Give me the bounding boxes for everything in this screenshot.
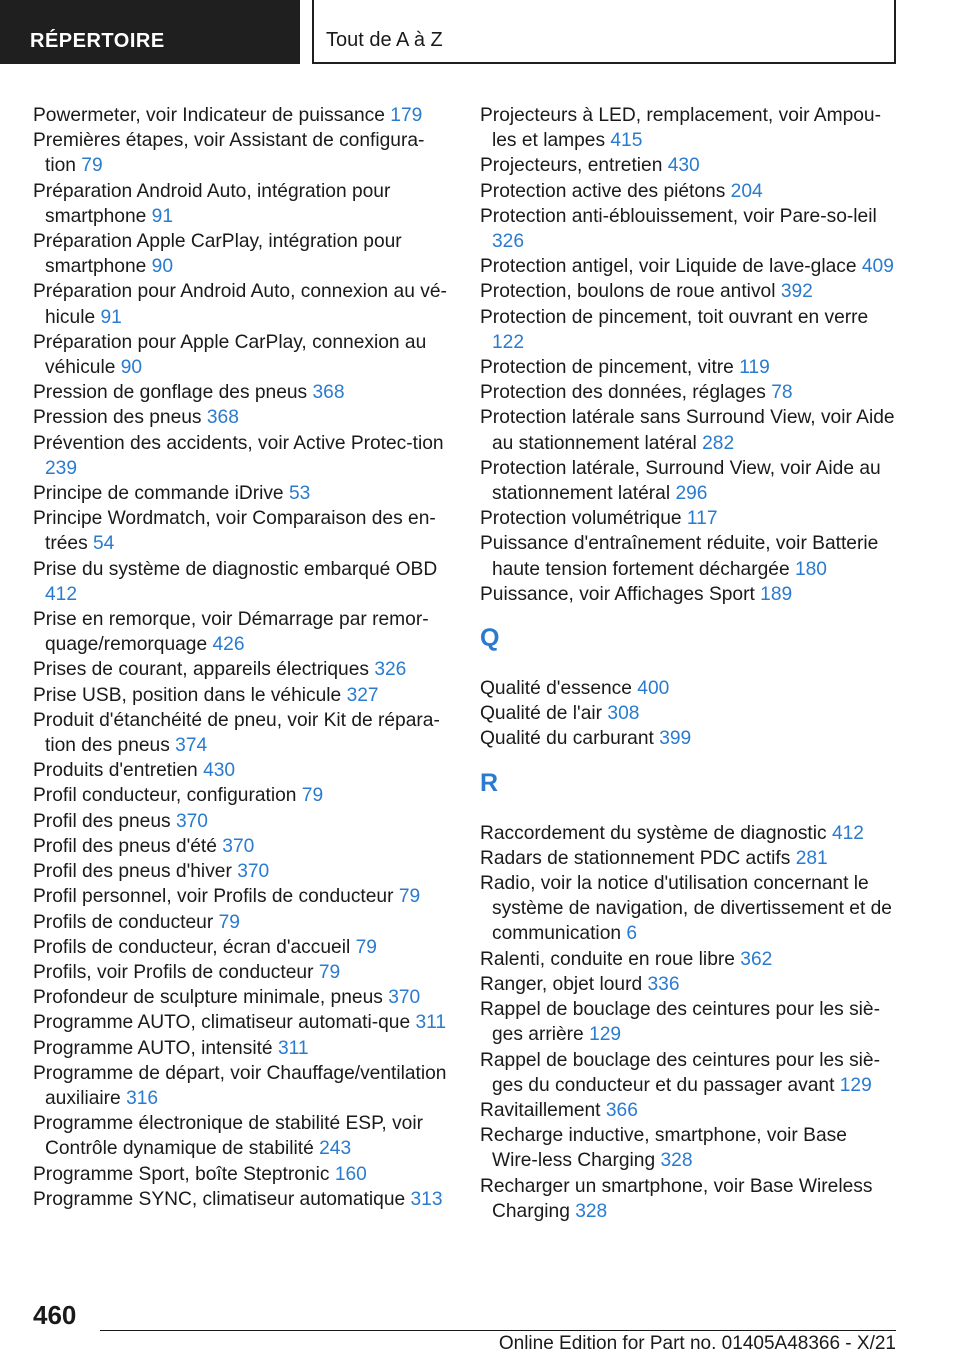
index-entry-text: Ranger, objet lourd xyxy=(480,973,643,995)
index-entry-text: Protection volumétrique xyxy=(480,508,682,530)
index-entry-text: Programme électronique de stabilité ESP, voir Contrôle dynamique de stabilité xyxy=(33,1113,423,1160)
index-entry xyxy=(480,582,896,607)
index-entry xyxy=(480,103,896,153)
index-entry xyxy=(33,1061,453,1111)
index-entry xyxy=(480,279,896,304)
index-entry xyxy=(480,972,896,997)
index-entry xyxy=(33,128,453,178)
index-page-link[interactable]: 79 xyxy=(218,911,240,933)
index-entry xyxy=(480,380,896,405)
index-entry-text: Pression de gonflage des pneus xyxy=(33,382,308,404)
index-page-link[interactable]: 328 xyxy=(660,1150,693,1172)
index-entry xyxy=(480,1174,896,1224)
index-entry xyxy=(33,1162,453,1187)
index-entry xyxy=(33,103,453,128)
index-page-link[interactable]: 328 xyxy=(575,1200,608,1222)
index-entry-text: Principe de commande iDrive xyxy=(33,483,284,505)
index-entry-text: Préparation pour Android Auto, connexion au vé-hicule xyxy=(33,281,447,328)
index-entry-text: Profil des pneus xyxy=(33,810,171,832)
index-entry xyxy=(33,431,453,481)
index-entry-text: Programme Sport, boîte Steptronic xyxy=(33,1163,330,1185)
index-entry xyxy=(33,1036,453,1061)
index-entry xyxy=(33,557,453,607)
index-entry-text: Produits d'entretien xyxy=(33,760,198,782)
index-entry xyxy=(480,254,896,279)
index-entry xyxy=(480,947,896,972)
index-column-left xyxy=(33,103,453,1212)
index-entry xyxy=(33,380,453,405)
index-group-p xyxy=(480,103,896,607)
index-entry-text: Profils de conducteur xyxy=(33,911,214,933)
index-entry xyxy=(480,997,896,1047)
index-entry xyxy=(33,481,453,506)
index-entry-text: Rappel de bouclage des ceintures pour les siè-ges du conducteur et du passager avant xyxy=(480,1049,880,1096)
index-entry xyxy=(33,179,453,229)
index-entry xyxy=(33,607,453,657)
index-page-link[interactable]: 90 xyxy=(120,357,143,379)
index-entry-text: Protection latérale sans Surround View, voir Aide au stationnement latéral xyxy=(480,407,895,454)
index-group-q xyxy=(480,676,896,752)
index-entry-text: Protection, boulons de roue antivol xyxy=(480,281,776,303)
index-page-link[interactable]: 204 xyxy=(730,180,763,202)
index-page-link[interactable]: 296 xyxy=(675,483,708,505)
index-page-link[interactable]: 79 xyxy=(398,886,421,908)
index-entry-text: Ralenti, conduite en roue libre xyxy=(480,948,735,970)
index-page-link[interactable]: 370 xyxy=(388,987,421,1009)
index-entry-text: Profils, voir Profils de conducteur xyxy=(33,961,314,983)
index-page-link[interactable]: 311 xyxy=(277,1037,309,1059)
index-page-link[interactable]: 180 xyxy=(794,558,827,580)
index-entry xyxy=(480,179,896,204)
index-page-link[interactable]: 239 xyxy=(45,457,78,479)
index-entry-text: Qualité du carburant xyxy=(480,728,654,750)
index-entry xyxy=(480,821,896,846)
index-entry xyxy=(33,910,453,935)
chapter-title: Tout de A à Z xyxy=(312,0,896,64)
index-entry-text: Puissance d'entraînement réduite, voir Batterie haute tension fortement déchargée xyxy=(480,533,879,580)
index-page-link[interactable]: 160 xyxy=(334,1163,367,1185)
index-page-link[interactable]: 78 xyxy=(771,382,793,404)
index-entry-text: Radio, voir la notice d'utilisation concernant le système de navigation, de divertissement et de communication xyxy=(480,873,892,945)
index-page-link[interactable]: 327 xyxy=(346,684,379,706)
page-number: 460 xyxy=(33,1300,77,1330)
index-letter-q: Q xyxy=(480,624,500,653)
index-entry-text: Programme SYNC, climatiseur automatique xyxy=(33,1188,406,1210)
index-entry xyxy=(33,1187,453,1212)
index-entry xyxy=(33,506,453,556)
index-entry-text: Profondeur de sculpture minimale, pneus xyxy=(33,987,383,1009)
index-page-link[interactable]: 316 xyxy=(126,1087,159,1109)
index-entry xyxy=(33,657,453,682)
index-page-link[interactable]: 79 xyxy=(301,785,324,807)
index-page-link[interactable]: 119 xyxy=(739,357,770,379)
index-page-link[interactable]: 392 xyxy=(780,281,813,303)
index-page-link[interactable]: 129 xyxy=(589,1024,622,1046)
index-entry-text: Prise du système de diagnostic embarqué OBD xyxy=(33,558,438,580)
index-page-link[interactable]: 179 xyxy=(390,105,423,126)
index-entry xyxy=(33,229,453,279)
index-page-link[interactable]: 412 xyxy=(831,822,864,844)
index-page-link[interactable]: 79 xyxy=(81,155,103,177)
index-entry xyxy=(480,456,896,506)
index-entry-text: Profil personnel, voir Profils de conducteur xyxy=(33,886,394,908)
index-page-link[interactable]: 313 xyxy=(410,1188,443,1210)
index-entry xyxy=(480,531,896,581)
index-page-link[interactable]: 430 xyxy=(203,760,236,782)
footer-divider xyxy=(100,1330,896,1331)
index-page-link[interactable]: 53 xyxy=(288,483,311,505)
index-column-right xyxy=(480,103,896,1224)
index-page-link[interactable]: 366 xyxy=(605,1099,638,1121)
index-page-link[interactable]: 415 xyxy=(610,130,643,152)
index-entry-text: Prévention des accidents, voir Active Protec-tion xyxy=(33,432,444,454)
index-entry xyxy=(33,279,453,329)
index-entry-text: Qualité d'essence xyxy=(480,678,632,700)
index-page-link[interactable]: 282 xyxy=(702,432,735,454)
index-entry-text: Préparation Apple CarPlay, intégration pour smartphone xyxy=(33,231,402,278)
index-page-link[interactable]: 281 xyxy=(795,847,828,869)
index-page-link[interactable]: 409 xyxy=(861,256,894,278)
index-entry xyxy=(33,683,453,708)
index-entry-text: Prise USB, position dans le véhicule xyxy=(33,684,342,706)
index-entry-text: Recharge inductive, smartphone, voir Base Wire-less Charging xyxy=(480,1125,847,1172)
index-page-link[interactable]: 6 xyxy=(626,923,638,945)
index-page-link[interactable]: 370 xyxy=(237,861,270,883)
index-entry-text: Profils de conducteur, écran d'accueil xyxy=(33,936,351,958)
index-entry-text: Projecteurs à LED, remplacement, voir Ampou-les et lampes xyxy=(480,105,881,152)
index-entry-text: Protection antigel, voir Liquide de lave-glace xyxy=(480,256,857,278)
page-header xyxy=(0,0,960,66)
index-entry xyxy=(480,355,896,380)
index-entry xyxy=(480,305,896,355)
index-entry-text: Préparation Android Auto, intégration pour smartphone xyxy=(33,180,391,227)
index-page-link[interactable]: 370 xyxy=(222,835,255,857)
index-page-link[interactable]: 362 xyxy=(740,948,773,970)
index-page-link[interactable]: 129 xyxy=(839,1074,872,1096)
index-letter-r: R xyxy=(480,768,499,797)
index-page-link[interactable]: 412 xyxy=(45,583,78,605)
index-page-link[interactable]: 90 xyxy=(151,256,174,278)
index-page-link[interactable]: 370 xyxy=(175,810,208,832)
index-entry-text: Prise en remorque, voir Démarrage par remor-quage/remorquage xyxy=(33,609,429,656)
index-entry xyxy=(480,871,896,947)
index-entry-text: Profil des pneus d'hiver xyxy=(33,861,232,883)
index-page-link[interactable]: 336 xyxy=(647,973,680,995)
index-page-link[interactable]: 91 xyxy=(151,205,174,227)
index-entry-text: Produit d'étanchéité de pneu, voir Kit de répara-tion des pneus xyxy=(33,709,440,757)
index-page-link[interactable]: 243 xyxy=(319,1138,352,1160)
index-entry xyxy=(33,884,453,909)
index-entry-text: Programme de départ, voir Chauffage/ventilation auxiliaire xyxy=(33,1062,447,1109)
index-entry-text: Recharger un smartphone, voir Base Wireless Charging xyxy=(480,1175,873,1222)
index-entry xyxy=(33,758,453,783)
index-entry xyxy=(480,405,896,455)
index-page-link[interactable]: 311 xyxy=(415,1012,447,1034)
index-entry xyxy=(33,405,453,430)
index-entry-text: Radars de stationnement PDC actifs xyxy=(480,847,791,869)
index-entry-text: Principe Wordmatch, voir Comparaison des en-trées xyxy=(33,508,436,555)
index-page-link[interactable]: 79 xyxy=(318,961,341,983)
index-entry-text: Rappel de bouclage des ceintures pour les siè-ges arrière xyxy=(480,999,880,1046)
index-entry xyxy=(480,1048,896,1098)
index-entry xyxy=(33,809,453,834)
index-entry xyxy=(480,726,896,751)
index-entry-text: Puissance, voir Affichages Sport xyxy=(480,583,755,605)
index-page-link[interactable]: 326 xyxy=(492,231,525,253)
index-entry xyxy=(33,708,453,758)
index-page-link[interactable]: 368 xyxy=(206,407,239,429)
index-entry xyxy=(33,935,453,960)
index-entry xyxy=(480,1098,896,1123)
index-page-link[interactable]: 426 xyxy=(212,634,245,656)
index-page-link[interactable]: 117 xyxy=(686,508,718,530)
index-entry-text: Pression des pneus xyxy=(33,407,202,429)
index-entry-text: Préparation pour Apple CarPlay, connexion au véhicule xyxy=(33,331,427,379)
index-page-link[interactable]: 368 xyxy=(312,382,345,404)
index-group-r xyxy=(480,821,896,1224)
index-entry-text: Protection anti-éblouissement, voir Pare-so-leil xyxy=(480,205,877,227)
index-entry xyxy=(480,676,896,701)
index-entry-text: Protection des données, réglages xyxy=(480,382,766,404)
index-entry xyxy=(480,1123,896,1173)
edition-note: Online Edition for Part no. 01405A48366 - X/21 xyxy=(498,1333,896,1354)
index-page-link[interactable]: 79 xyxy=(355,936,377,958)
index-page-link[interactable]: 374 xyxy=(175,735,208,757)
index-entry xyxy=(33,1111,453,1161)
index-entry xyxy=(480,701,896,726)
index-page-link[interactable]: 189 xyxy=(760,583,793,605)
index-entry-text: Protection de pincement, vitre xyxy=(480,357,734,379)
index-page-link[interactable]: 91 xyxy=(100,306,122,328)
index-entry-text: Prises de courant, appareils électriques xyxy=(33,659,369,681)
index-entry xyxy=(33,783,453,808)
index-entry xyxy=(33,330,453,380)
index-page-link[interactable]: 399 xyxy=(659,728,692,750)
index-entry xyxy=(33,985,453,1010)
index-entry xyxy=(480,846,896,871)
index-entry xyxy=(33,834,453,859)
index-page-link[interactable]: 430 xyxy=(667,155,700,177)
index-entry-text: Raccordement du système de diagnostic xyxy=(480,822,827,844)
index-entry-text: Protection active des piétons xyxy=(480,180,726,202)
index-entry xyxy=(480,506,896,531)
index-entry-text: Qualité de l'air xyxy=(480,703,603,725)
index-page-link[interactable]: 308 xyxy=(607,703,640,725)
index-entry-text: Premières étapes, voir Assistant de configura-tion xyxy=(33,130,425,177)
index-entry-text: Projecteurs, entretien xyxy=(480,155,663,177)
index-entry-text: Programme AUTO, intensité xyxy=(33,1037,273,1059)
index-entry xyxy=(480,204,896,254)
index-entry-text: Protection latérale, Surround View, voir Aide au stationnement latéral xyxy=(480,457,881,505)
index-entry xyxy=(33,960,453,985)
index-page-link[interactable]: 122 xyxy=(492,331,525,353)
index-entry-text: Programme AUTO, climatiseur automati-que xyxy=(33,1012,411,1034)
index-entry-text: Profil des pneus d'été xyxy=(33,835,217,857)
index-entry-text: Ravitaillement xyxy=(480,1099,601,1121)
index-page-link[interactable]: 326 xyxy=(374,659,407,681)
section-tab: RÉPERTOIRE xyxy=(0,0,300,64)
index-entry-text: Profil conducteur, configuration xyxy=(33,785,297,807)
index-entry xyxy=(480,153,896,178)
index-page-link[interactable]: 400 xyxy=(637,678,670,700)
index-entry xyxy=(33,859,453,884)
index-entry xyxy=(33,1010,453,1035)
index-page-link[interactable]: 54 xyxy=(93,533,115,555)
index-entry-text: Protection de pincement, toit ouvrant en verre xyxy=(480,306,869,328)
index-entry-text: Powermeter, voir Indicateur de puissance xyxy=(33,105,385,126)
